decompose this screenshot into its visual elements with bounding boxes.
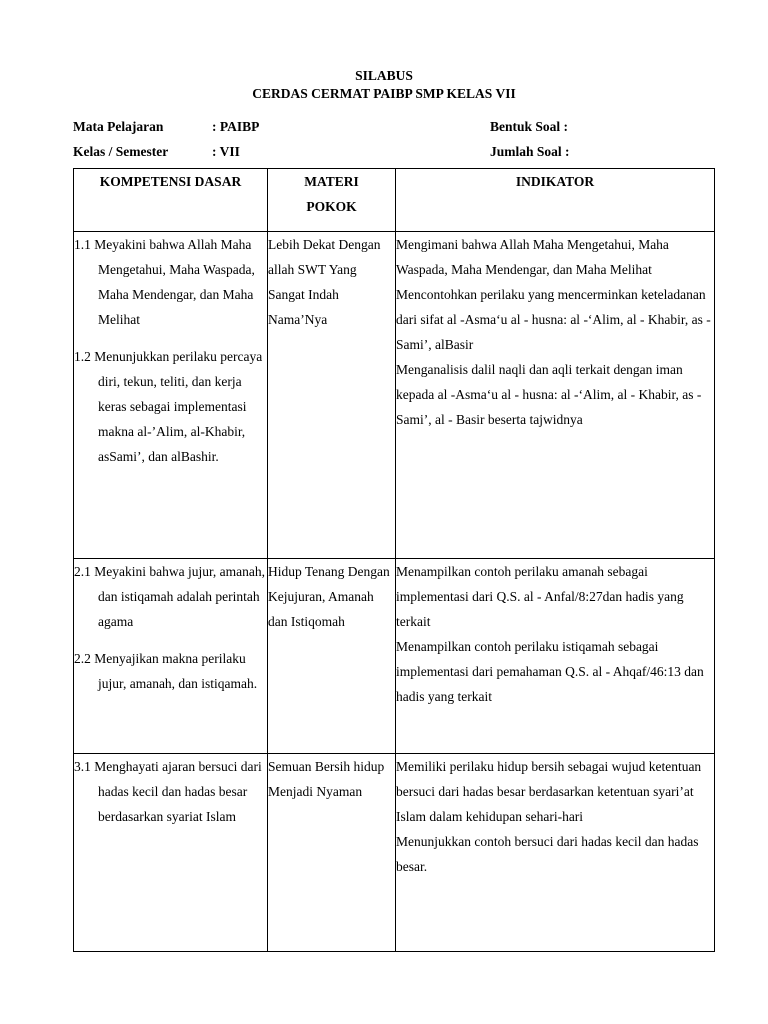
indikator-item: Menampilkan contoh perilaku istiqamah sebagai implementasi dari pemahaman Q.S. al - Ahqaf/46:13 dan hadis yang terkait — [396, 639, 704, 704]
table-row — [74, 559, 715, 754]
header-materi-pokok: MATERI POKOK — [268, 169, 396, 232]
indikator-item: Mencontohkan perilaku yang mencerminkan keteladanan dari sifat al -Asma‘u al - husna: al -‘Alim, al - Khabir, as -Sami’, alBasir — [396, 287, 711, 352]
kd-item: 2.2 Menyajikan makna perilaku jujur, amanah, dan istiqamah. — [74, 651, 258, 691]
kd-item: 3.1 Menghayati ajaran bersuci dari hadas kecil dan hadas besar berdasarkan syariat Islam — [74, 759, 262, 824]
page-title: SILABUS — [355, 68, 413, 83]
materi-text: Lebih Dekat Dengan allah SWT Yang Sangat Indah Nama’Nya — [268, 237, 381, 327]
kelas-label: Kelas / Semester — [73, 144, 169, 159]
materi-text: Hidup Tenang Dengan Kejujuran, Amanah dan Istiqomah — [268, 564, 390, 629]
table-row — [74, 754, 715, 952]
bentuk-soal-label: Bentuk Soal : — [490, 119, 569, 134]
kd-cell — [74, 559, 268, 754]
table-header-row — [74, 169, 715, 232]
materi-cell — [268, 232, 396, 559]
kd-item: 1.2 Menunjukkan perilaku percaya diri, tekun, teliti, dan kerja keras sebagai implementasi makna al-’Alim, al-Khabir, asSami’, dan alBashir. — [74, 349, 263, 464]
indikator-item: Menunjukkan contoh bersuci dari hadas kecil dan hadas besar. — [396, 834, 699, 874]
indikator-item: Memiliki perilaku hidup bersih sebagai wujud ketentuan bersuci dari hadas besar berdasarkan ketentuan syari’at Islam dalam kehidupan sehari-hari — [396, 759, 702, 824]
header-kompetensi-dasar: KOMPETENSI DASAR — [74, 169, 268, 232]
table-row — [74, 232, 715, 559]
page-subtitle: CERDAS CERMAT PAIBP SMP KELAS VII — [252, 86, 516, 101]
jumlah-soal-label: Jumlah Soal : — [490, 144, 570, 159]
kelas-value: : VII — [212, 144, 240, 159]
indikator-item: Mengimani bahwa Allah Maha Mengetahui, Maha Waspada, Maha Mendengar, dan Maha Melihat — [396, 237, 669, 277]
indikator-item: Menampilkan contoh perilaku amanah sebagai implementasi dari Q.S. al - Anfal/8:27dan hadis yang terkait — [396, 564, 684, 629]
indikator-cell — [396, 232, 715, 559]
materi-cell — [268, 754, 396, 952]
kd-item: 1.1 Meyakini bahwa Allah Maha Mengetahui, Maha Waspada, Maha Mendengar, dan Maha Melihat — [74, 237, 255, 327]
mapel-value: : PAIBP — [212, 119, 260, 134]
indikator-cell — [396, 559, 715, 754]
kd-cell — [74, 232, 268, 559]
silabus-table — [73, 168, 715, 952]
indikator-item: Menganalisis dalil naqli dan aqli terkait dengan iman kepada al -Asma‘u al - husna: al -‘Alim, al - Khabir, as -Sami’, al - Basir beserta tajwidnya — [396, 362, 702, 427]
kd-item: 2.1 Meyakini bahwa jujur, amanah, dan istiqamah adalah perintah agama — [74, 564, 266, 629]
materi-text: Semuan Bersih hidup Menjadi Nyaman — [268, 759, 385, 799]
indikator-cell — [396, 754, 715, 952]
materi-cell — [268, 559, 396, 754]
kd-cell — [74, 754, 268, 952]
header-indikator: INDIKATOR — [396, 169, 715, 232]
mapel-label: Mata Pelajaran — [73, 119, 164, 134]
